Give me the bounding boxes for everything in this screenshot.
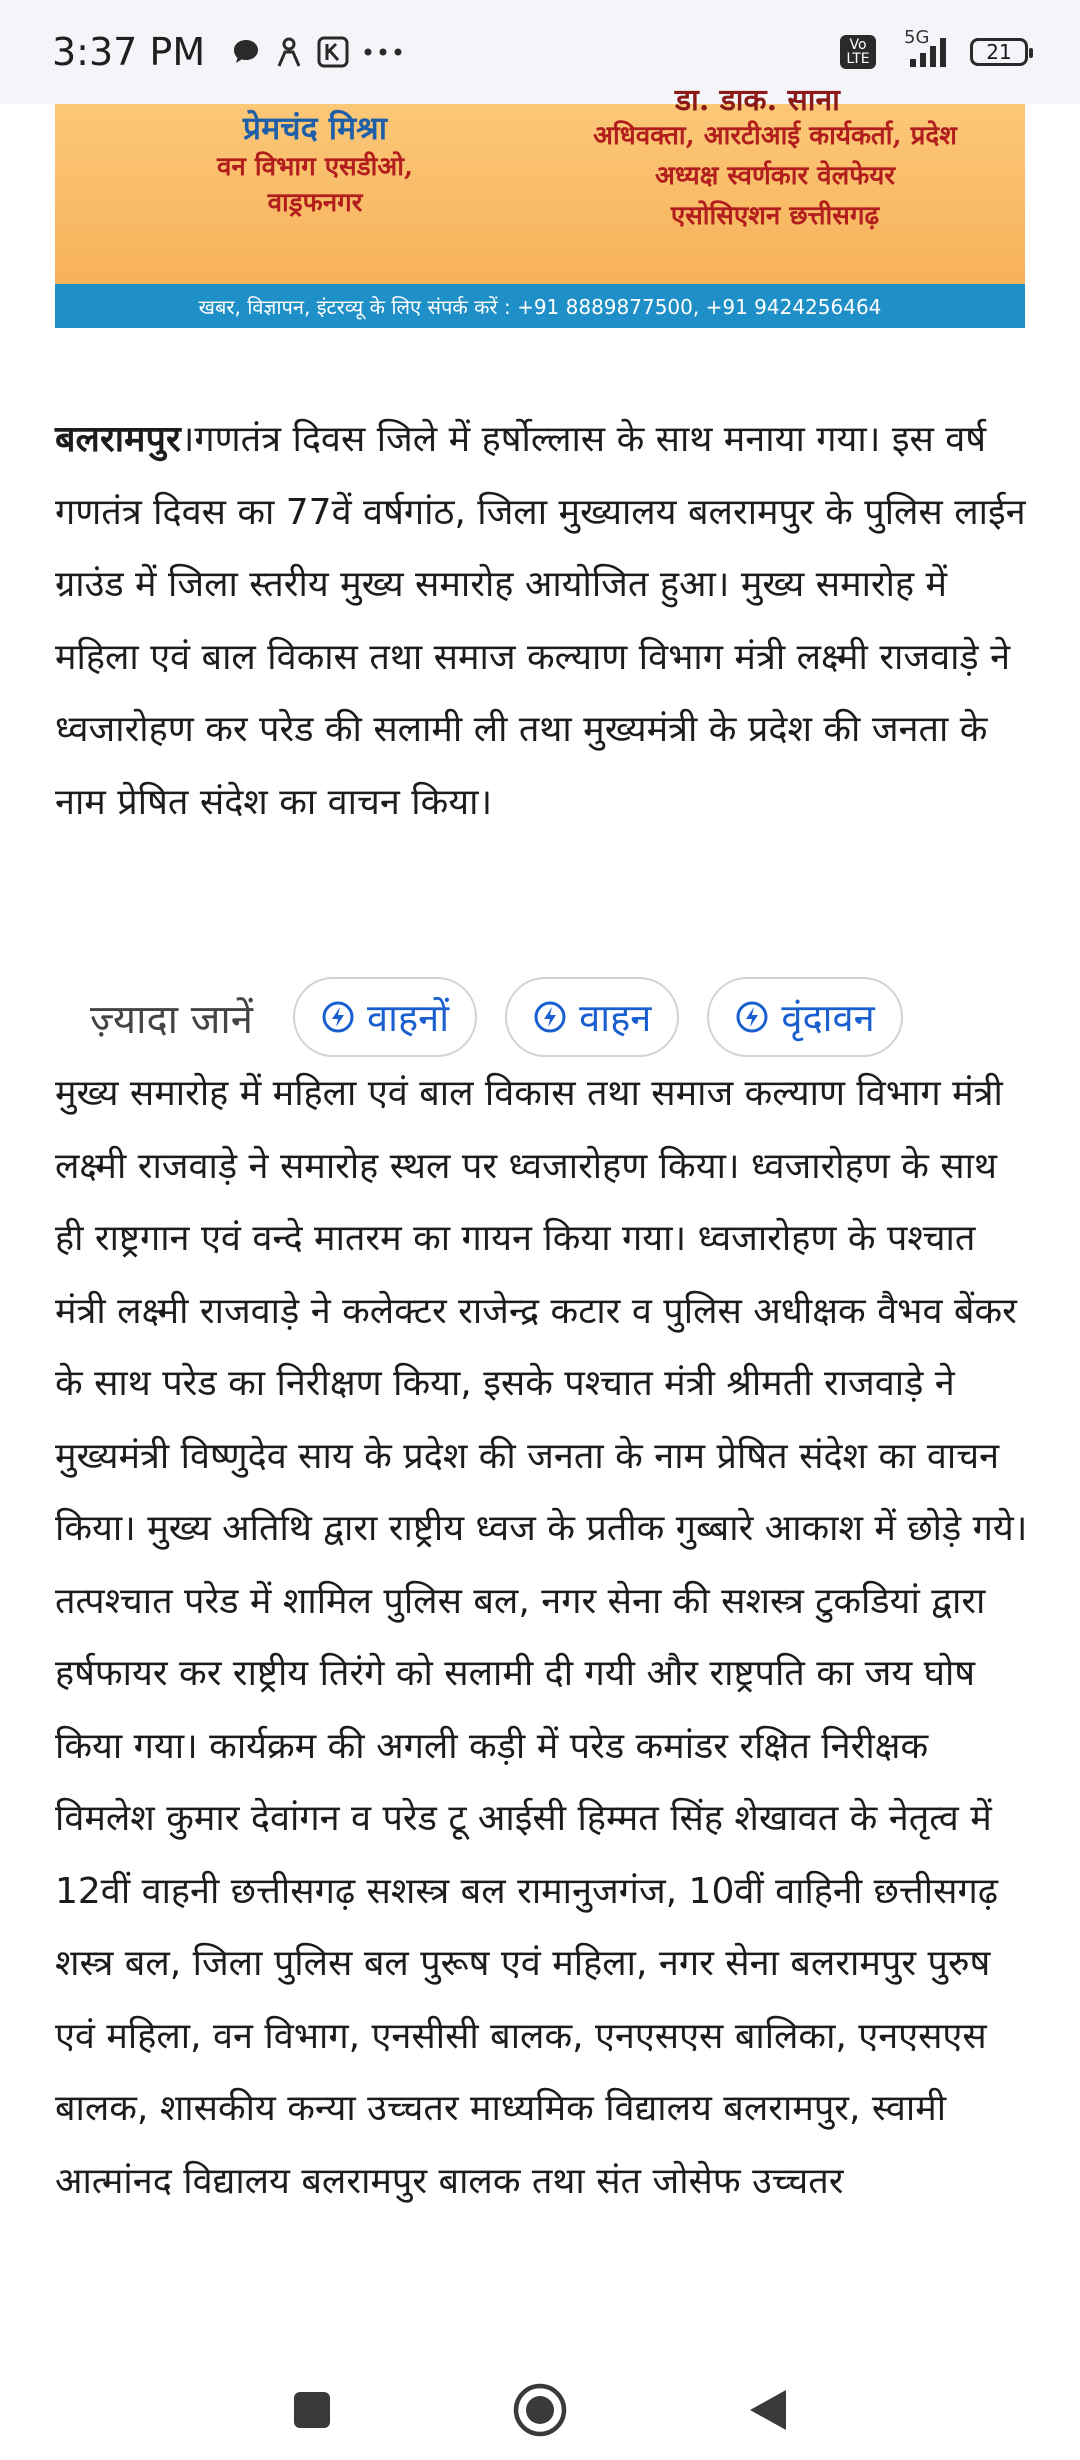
navigation-bar <box>0 2360 1080 2460</box>
banner-advertisement[interactable] <box>55 83 1025 328</box>
recents-square-icon[interactable] <box>292 2390 332 2430</box>
banner-right-block <box>555 116 995 236</box>
bolt-icon <box>533 1000 567 1034</box>
banner-right-line2: अध्यक्ष स्वर्णकार वेलफेयर <box>654 161 895 191</box>
banner-right-line3: एसोसिएशन छत्तीसगढ़ <box>670 201 880 231</box>
banner-cut-text: डा. डाक. साना <box>675 83 840 118</box>
article-paragraph-2: मुख्य समारोह में महिला एवं बाल विकास तथा समाज कल्याण विभाग मंत्री लक्ष्मी राजवाड़े ने समारोह स्थल पर ध्वजारोहण किया। ध्वजारोहण के साथ ही राष्ट्रगान एवं वन्दे मातरम का गायन किया गया। ध्वजारोहण के पश्चात मंत्री लक्ष्मी राजवाड़े ने कलेक्टर राजेन्द्र कटार व पुलिस अधीक्षक वैभव बेंकर के साथ परेड का निरीक्षण किया, इसके पश्चात मंत्री श्रीमती राजवाड़े ने मुख्यमंत्री विष्णुदेव साय के प्रदेश की जनता के नाम प्रेषित संदेश का वाचन किया। मुख्य अतिथि द्वारा राष्ट्रीय ध्वज के प्रतीक गुब्बारे आकाश में छोड़े गये। तत्पश्चात परेड में शामिल पुलिस बल, नगर सेना की सशस्त्र टुकडियां द्वारा हर्षफायर कर राष्ट्रीय तिरंगे को सलामी दी गयी और राष्ट्रपति का जय घोष किया गया। कार्यक्रम की अगली कड़ी में परेड कमांडर रक्षित निरीक्षक विमलेश कुमार देवांगन व परेड टू आईसी हिम्मत सिंह शेखावत के नेतृत्व में 12वीं वाहनी छत्तीसगढ़ सशस्त्र बल रामानुजगंज, 10वीं वाहिनी छत्तीसगढ़ शस्त्र बल, जिला पुलिस बल पुरूष एवं महिला, नगर सेना बलरामपुर पुरुष एवं महिला, वन विभाग, एनसीसी बालक, एनएसएस बालिका, एनएसएस बालक, शासकीय कन्या उच्चतर माध्यमिक विद्यालय बलरामपुर, स्वामी आत्मांनद विद्यालय बलरामपुर बालक तथा संत जोसेफ उच्चतर <box>55 1073 1028 2202</box>
banner-left-line2: वाड्रफनगर <box>267 188 363 218</box>
battery-icon <box>970 38 1028 66</box>
learn-more-label: ज़्यादा जानें <box>90 996 253 1043</box>
chat-bubble-icon <box>231 37 261 67</box>
banner-left-line1: वन विभाग एसडीओ, <box>216 152 414 182</box>
learn-chip-label: वाहन <box>579 996 652 1040</box>
article-paragraph-1-text: ।गणतंत्र दिवस जिले में हर्षोल्लास के साथ मनाया गया। इस वर्ष गणतंत्र दिवस का 77वें वर्षगांठ, जिला मुख्यालय बलरामपुर के पुलिस लाईन ग्राउंड में जिला स्तरीय मुख्य समारोह आयोजित हुआ। मुख्य समारोह में महिला एवं बाल विकास तथा समाज कल्याण विभाग मंत्री लक्ष्मी राजवाड़े ने ध्वजारोहण कर परेड की सलामी ली तथा मुख्यमंत्री के प्रदेश की जनता के नाम प्रेषित संदेश का वाचन किया। <box>55 419 1026 823</box>
banner-contact-strip: खबर, विज्ञापन, इंटरव्यू के लिए संपर्क करें : +91 8889877500, +91 9424256464 <box>55 284 1025 328</box>
learn-chip-vahan[interactable] <box>505 977 679 1057</box>
person-icon <box>275 36 303 68</box>
learn-more-row <box>90 976 1050 1058</box>
article-paragraph-1 <box>55 404 1030 839</box>
learn-chip-vrindavan[interactable] <box>707 977 902 1057</box>
more-dots-icon <box>363 47 403 57</box>
status-bar <box>0 0 1080 104</box>
volte-badge: Vo LTE <box>840 35 876 69</box>
bolt-icon <box>735 1000 769 1034</box>
network-type: 5G <box>904 27 930 48</box>
home-circle-icon[interactable] <box>512 2382 568 2438</box>
banner-left-name: प्रेमचंद मिश्रा <box>242 109 388 147</box>
article-dateline: बलरामपुर <box>55 419 181 460</box>
learn-chip-label: वृंदावन <box>781 996 875 1040</box>
bolt-icon <box>321 1000 355 1034</box>
learn-chip-label: वाहनों <box>367 996 450 1040</box>
battery-level: 21 <box>986 40 1012 64</box>
status-time: 3:37 PM <box>52 30 206 74</box>
banner-left-block <box>165 104 465 221</box>
learn-chip-vahanon[interactable] <box>293 977 477 1057</box>
status-right <box>840 27 1028 69</box>
k-app-icon <box>317 36 349 68</box>
back-triangle-icon[interactable] <box>748 2388 788 2432</box>
banner-right-line1: अधिवक्ता, आरटीआई कार्यकर्ता, प्रदेश <box>593 121 957 151</box>
signal-icon <box>904 27 952 69</box>
